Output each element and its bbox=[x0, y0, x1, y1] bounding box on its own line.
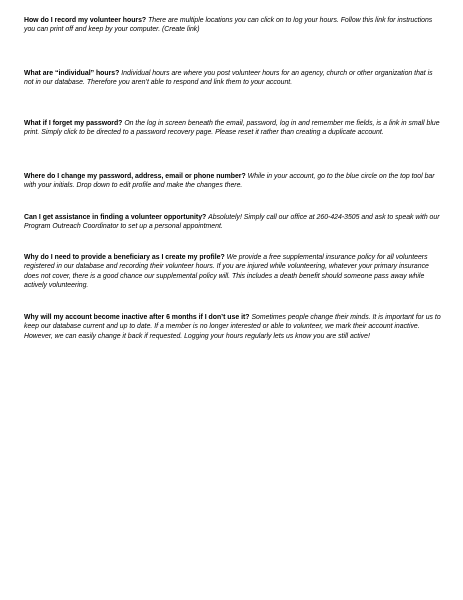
faq-item-volunteer-assistance bbox=[24, 213, 444, 232]
faq-question: What if I forget my password? bbox=[24, 120, 123, 127]
faq-item-record-hours bbox=[24, 16, 444, 35]
faq-answer: There are multiple locations you can click on to log your hours. Follow this link for instructions you can print off and keep by your computer. (Create link) bbox=[24, 17, 433, 34]
faq-answer: Individual hours are where you post volunteer hours for an agency, church or other organization that is not in our database. Therefore you aren’t able to respond and link them to your account. bbox=[24, 70, 433, 87]
faq-question: Why will my account become inactive after 6 months if I don’t use it? bbox=[24, 314, 250, 321]
faq-answer: Sometimes people change their minds. It is important for us to keep our database current and up to date. If a member is no longer interested or able to volunteer, we mark their account inactive. However, we can easily change it back if requested. Logging your hours regularly lets us know you are still active! bbox=[24, 314, 441, 340]
faq-question: What are “individual” hours? bbox=[24, 70, 120, 77]
faq-item-change-profile bbox=[24, 172, 444, 191]
faq-answer: Absolutely! Simply call our office at 260-424-3505 and ask to speak with our Program Outreach Coordinator to set up a personal appointment. bbox=[24, 214, 440, 231]
faq-item-beneficiary bbox=[24, 253, 444, 291]
faq-question: Where do I change my password, address, email or phone number? bbox=[24, 173, 246, 180]
faq-question: Can I get assistance in finding a volunteer opportunity? bbox=[24, 214, 207, 221]
faq-question: How do I record my volunteer hours? bbox=[24, 17, 147, 24]
faq-question: Why do I need to provide a beneficiary as I create my profile? bbox=[24, 254, 225, 261]
faq-item-account-inactive bbox=[24, 313, 444, 341]
faq-answer: On the log in screen beneath the email, password, log in and remember me fields, is a link in small blue print. Simply click to be directed to a password recovery page. Please reset it rather than creating a duplicate account. bbox=[24, 120, 440, 137]
faq-item-forgot-password bbox=[24, 119, 444, 138]
faq-item-individual-hours bbox=[24, 69, 444, 88]
faq-answer: While in your account, go to the blue circle on the top tool bar with your initials. Drop down to edit profile and make the changes there. bbox=[24, 173, 435, 190]
faq-answer: We provide a free supplemental insurance policy for all volunteers registered in our database and recording their volunteer hours. If you are injured while volunteering, whatever your primary insurance does not cover, there is a good chance our supplemental policy will. This includes a death benefit should someone pass away while actively volunteering. bbox=[24, 254, 429, 290]
